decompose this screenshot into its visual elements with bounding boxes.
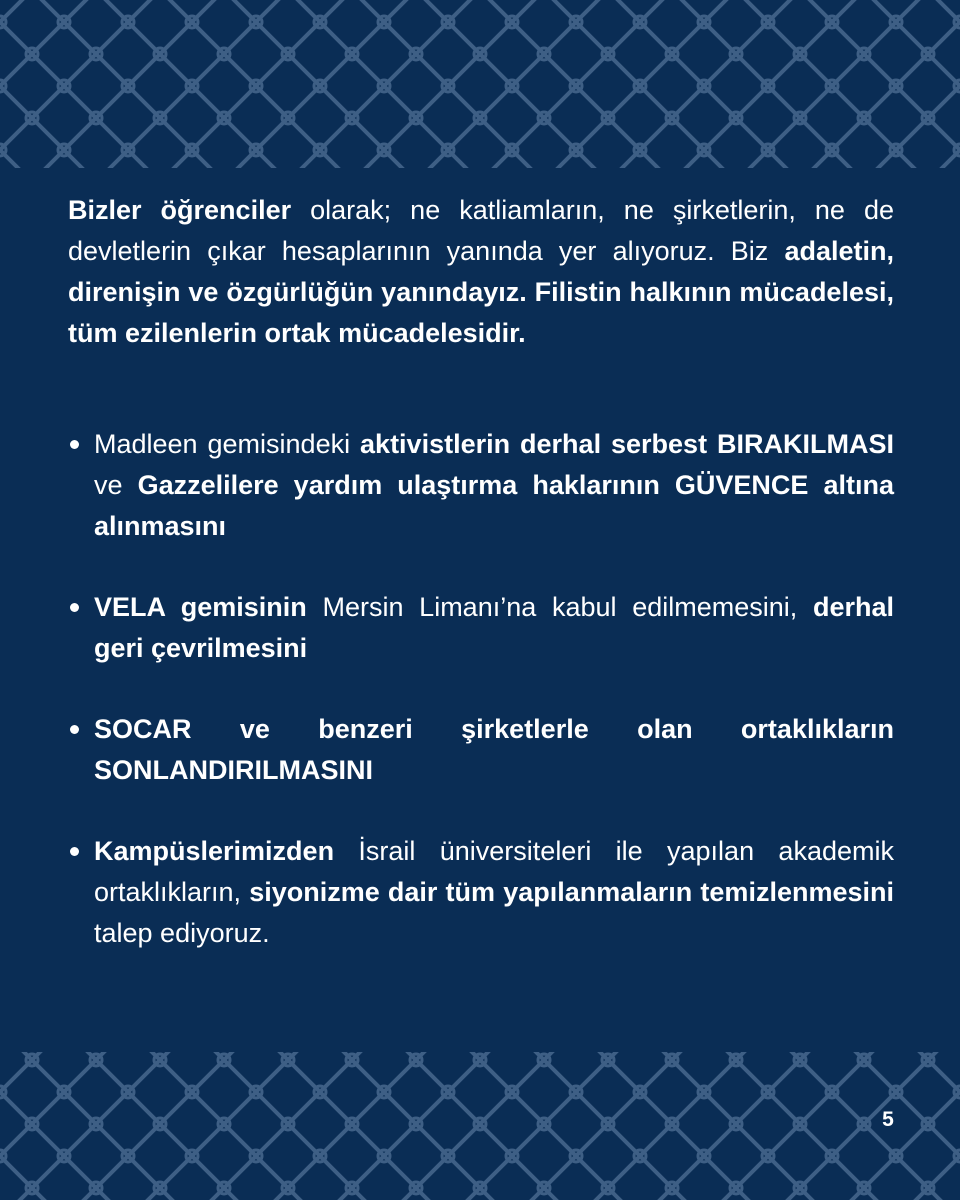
fence-graphic-top — [0, 0, 960, 168]
demand-text-bold: siyonizme dair tüm yapılanmaların temizlenmesini — [249, 877, 894, 907]
demand-text-bold: SOCAR ve benzeri şirketlerle olan ortaklıkların SONLANDIRILMASINI — [94, 714, 894, 785]
demand-text-normal: Mersin Limanı’na kabul edilmemesini, — [306, 592, 813, 622]
fence-graphic-bottom — [0, 1052, 960, 1200]
page-number: 5 — [882, 1108, 894, 1131]
demand-text-normal: İsrail üniversiteleri ile yapılan akademik ortaklıkların, — [94, 836, 894, 907]
demand-text-bold: Gazzelilere yardım ulaştırma haklarının GÜVENCE altına alınmasını — [94, 470, 894, 541]
demand-text-normal: talep ediyoruz. — [94, 918, 270, 948]
chain-link-pattern-top — [0, 0, 960, 168]
demand-item-campus — [68, 831, 894, 954]
demand-text-normal: ve — [94, 470, 138, 500]
demands-list — [68, 424, 894, 954]
intro-emphasis: adaletin, direnişin ve özgürlüğün yanındayız. Filistin halkının mücadelesi, tüm ezilenlerin ortak mücadelesidir. — [68, 236, 894, 348]
demand-item-socar — [68, 709, 894, 791]
intro-lead: Bizler öğrenciler — [68, 195, 292, 225]
demand-item-madleen — [68, 424, 894, 547]
chain-link-pattern-bottom — [0, 1052, 960, 1200]
bullet-icon — [70, 847, 79, 856]
intro-paragraph — [68, 190, 894, 354]
demand-text-bold: VELA gemisinin — [94, 592, 307, 622]
demand-item-vela — [68, 587, 894, 669]
bullet-icon — [70, 725, 79, 734]
demand-text-bold: Kampüslerimizden — [94, 836, 335, 866]
demand-text-normal: Madleen gemisindeki — [94, 429, 361, 459]
demand-text-bold: derhal geri çevrilmesini — [94, 592, 895, 663]
main-content — [68, 190, 894, 994]
bullet-icon — [70, 440, 79, 449]
demand-text-bold: aktivistlerin derhal serbest BIRAKILMASI — [360, 429, 894, 459]
intro-body: olarak; ne katliamların, ne şirketlerin, ne de devletlerin çıkar hesaplarının yanında yer alıyoruz. Biz — [68, 195, 894, 266]
bullet-icon — [70, 603, 79, 612]
